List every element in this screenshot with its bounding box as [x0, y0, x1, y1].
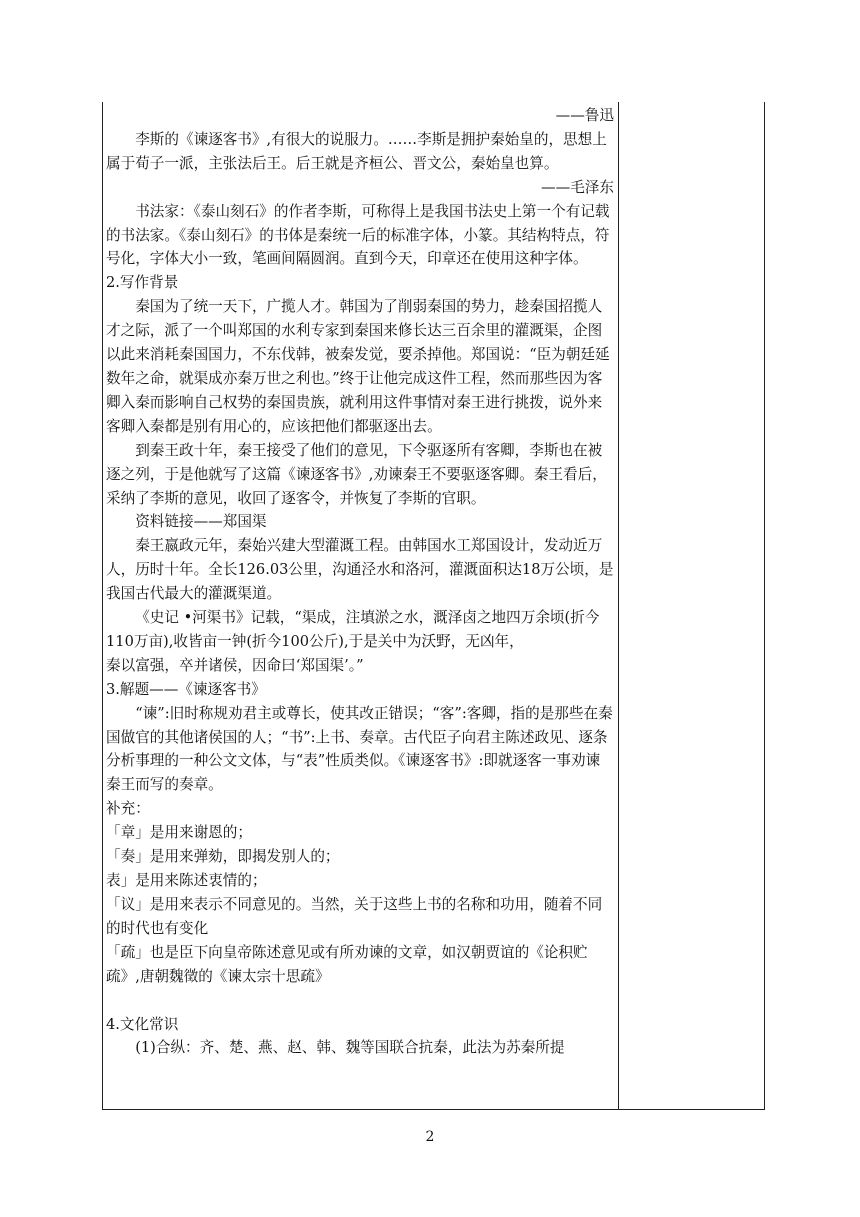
supplement-item-zhang: 「章」是用来谢恩的； — [106, 824, 252, 842]
supplement-item-yi: 「议」是用来表示不同意见的。当然，关于这些上书的名称和功用，随着不同的时代也有变化 — [106, 895, 603, 937]
paragraph-quote: 李斯的《谏逐客书》,有很大的说服力。……李斯是拥护秦始皇的，思想上属于荀子一派，主张法后王。后王就是齐桓公、晋文公，秦始皇也算。 — [106, 130, 607, 172]
paragraph-title-explanation: “谏”:旧时称规劝君主或尊长，使其改正错误；“客”:客卿，指的是那些在秦国做官的其他诸侯国的人；“书”:上书、奏章。古代臣子向君主陈述政见、逐条分析事理的一种公文文体，与“表”性质类似。《谏逐客书》:即就逐客一事劝谏秦王而写的奏章。 — [106, 704, 613, 794]
section-heading-title-explanation: 3.解题——《谏逐客书》 — [106, 680, 266, 698]
paragraph-calligraphy: 书法家：《泰山刻石》的作者李斯，可称得上是我国书法史上第一个有记载的书法家。《泰山刻石》的书体是秦统一后的标准字体，小篆。其结构特点，符号化，字体大小一致，笔画间隔圆润。直到今天，印章还在使用这种字体。 — [106, 202, 610, 268]
column-divider — [618, 102, 619, 1110]
paragraph-shiji-end: 秦以富强，卒并诸侯，因命曰‘郑国渠’。” — [106, 656, 364, 674]
supplement-item-zou: 「奏」是用来弹劾，即揭发别人的； — [106, 848, 340, 866]
blank-line — [106, 989, 614, 1013]
main-text-cell — [106, 104, 614, 1060]
paragraph-background-2: 到秦王政十年，秦王接受了他们的意见，下令驱逐所有客卿，李斯也在被逐之列，于是他就写了这篇《谏逐客书》,劝谏秦王不要驱逐客卿。秦王看后，采纳了李斯的意见，收回了逐客令，并恢复了李斯的官职。 — [106, 441, 607, 507]
resource-link-heading: 资料链接——郑国渠 — [135, 513, 267, 531]
page-number: 2 — [425, 1129, 435, 1145]
quote-attribution-maozedong: ——毛泽东 — [541, 178, 614, 196]
paragraph-shiji: 《史记 •河渠书》记载，“渠成，注填淤之水，溉泽卤之地四万余顷(折今110万亩),收皆亩一钟(折今100公斤),于是关中为沃野，无凶年， — [106, 609, 600, 650]
section-heading-background: 2.写作背景 — [106, 274, 179, 292]
quote-attribution-luxun: ——鲁迅 — [555, 107, 614, 124]
supplement-item-shu: 「疏」也是臣下向皇帝陈述意见或有所劝谏的文章，如汉朝贾谊的《论积贮疏》,唐朝魏徵的《谏太宗十思疏》 — [106, 943, 588, 985]
supplement-heading: 补充： — [106, 800, 150, 818]
paragraph-hezong: (1)合纵：齐、楚、燕、赵、韩、魏等国联合抗秦，此法为苏秦所提 — [135, 1039, 565, 1057]
paragraph-background-1: 秦国为了统一天下，广揽人才。韩国为了削弱秦国的势力，趁秦国招揽人才之际，派了一个叫郑国的水利专家到秦国来修长达三百余里的灌溉渠，企图以此来消耗秦国国力，不东伐韩，被秦发觉，要杀掉他。郑国说：“臣为朝廷延数年之命，就渠成亦秦万世之利也。”终于让他完成这件工程，然而那些因为客卿入秦而影响自己权势的秦国贵族，就利用这件事情对秦王进行挑拨，说外来客卿入秦都是别有用心的，应该把他们都驱逐出去。 — [106, 298, 610, 435]
paragraph-canal: 秦王嬴政元年，秦始兴建大型灌溉工程。由韩国水工郑国设计，发动近万人，历时十年。全长126.03公里，沟通泾水和洛河，灌溉面积达18万公顷，是我国古代最大的灌溉渠道。 — [106, 537, 614, 603]
supplement-item-biao: 表」是用来陈述衷情的； — [106, 872, 267, 889]
section-heading-culture: 4.文化常识 — [106, 1015, 179, 1033]
